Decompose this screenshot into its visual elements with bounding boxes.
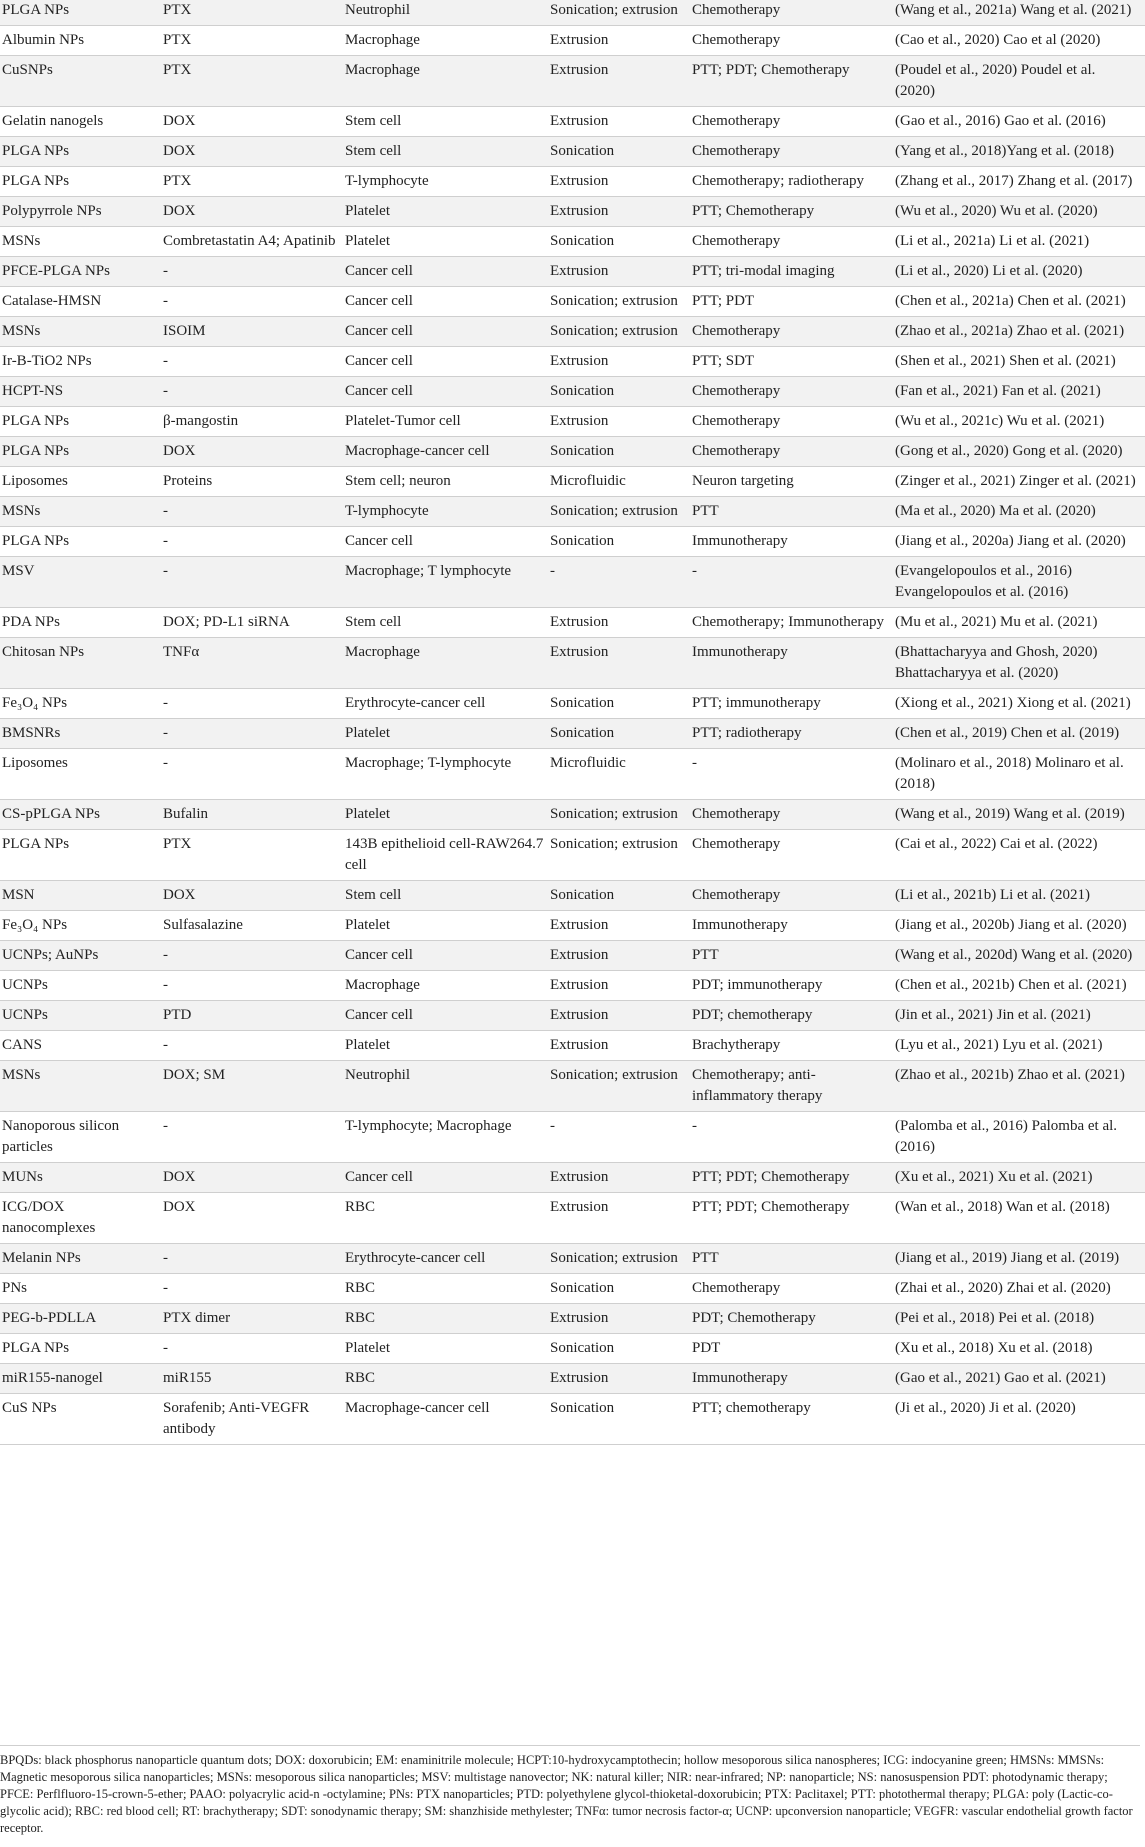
cell-application: Chemotherapy — [692, 887, 781, 903]
cell-reference: (Jiang et al., 2020b) Jiang et al. (2020) — [895, 917, 1127, 933]
cell-drug: DOX — [163, 203, 196, 219]
table-row — [0, 1304, 1145, 1334]
table-row — [0, 527, 1145, 557]
cell-application: PTT — [692, 503, 719, 519]
cell-fabrication: Extrusion — [550, 977, 609, 993]
cell-application: Immunotherapy — [692, 533, 788, 549]
cell-platform: PLGA NPs — [2, 413, 70, 429]
cell-drug: Bufalin — [163, 806, 208, 822]
cell-application: Chemotherapy — [692, 233, 781, 249]
cell-application: PTT; PDT; Chemotherapy — [692, 1169, 850, 1185]
table-row — [0, 1193, 1145, 1244]
table-row — [0, 56, 1145, 107]
cell-cell-source: Stem cell — [345, 614, 402, 630]
cell-platform: Liposomes — [2, 755, 68, 771]
cell-fabrication: Extrusion — [550, 263, 609, 279]
cell-cell-source: T-lymphocyte; Macrophage — [345, 1118, 512, 1134]
cell-application: PTT; tri-modal imaging — [692, 263, 835, 279]
table-row — [0, 437, 1145, 467]
cell-fabrication: Extrusion — [550, 1370, 609, 1386]
cell-cell-source: Platelet — [345, 1037, 390, 1053]
cell-drug: - — [163, 1340, 168, 1356]
table-row — [0, 800, 1145, 830]
cell-cell-source: RBC — [345, 1199, 376, 1215]
cell-cell-source: Cancer cell — [345, 1169, 413, 1185]
cell-platform: MSN — [2, 887, 35, 903]
cell-cell-source: Platelet-Tumor cell — [345, 413, 461, 429]
cell-application: Immunotherapy — [692, 1370, 788, 1386]
cell-drug: PTD — [163, 1007, 192, 1023]
table-row — [0, 1394, 1145, 1445]
cell-platform: PLGA NPs — [2, 143, 70, 159]
cell-cell-source: Cancer cell — [345, 353, 413, 369]
table-row — [0, 287, 1145, 317]
cell-drug: β-mangostin — [163, 413, 239, 429]
cell-reference: (Zhang et al., 2017) Zhang et al. (2017) — [895, 173, 1133, 189]
cell-fabrication: Extrusion — [550, 413, 609, 429]
cell-cell-source: Erythrocyte-cancer cell — [345, 1250, 486, 1266]
cell-cell-source: Stem cell — [345, 143, 402, 159]
table-row — [0, 257, 1145, 287]
cell-fabrication: Extrusion — [550, 1037, 609, 1053]
table-row — [0, 1244, 1145, 1274]
cell-platform: CuSNPs — [2, 62, 53, 78]
cell-fabrication: Extrusion — [550, 614, 609, 630]
cell-fabrication: - — [550, 1118, 555, 1134]
cell-platform: Fe₃O₄ NPs — [2, 917, 68, 933]
cell-platform: Melanin NPs — [2, 1250, 81, 1266]
cell-reference: (Chen et al., 2019) Chen et al. (2019) — [895, 725, 1120, 741]
cell-platform: PLGA NPs — [2, 1340, 70, 1356]
cell-cell-source: Cancer cell — [345, 293, 413, 309]
cell-platform: PLGA NPs — [2, 836, 70, 852]
cell-platform: PFCE-PLGA NPs — [2, 263, 110, 279]
table-row — [0, 107, 1145, 137]
cell-reference: (Gao et al., 2016) Gao et al. (2016) — [895, 113, 1106, 129]
cell-fabrication: Extrusion — [550, 644, 609, 660]
cell-drug: - — [163, 695, 168, 711]
cell-drug: PTX — [163, 2, 192, 18]
cell-application: PTT; radiotherapy — [692, 725, 802, 741]
cell-reference: (Wu et al., 2020) Wu et al. (2020) — [895, 203, 1098, 219]
cell-reference: (Mu et al., 2021) Mu et al. (2021) — [895, 614, 1098, 630]
cell-reference: (Wang et al., 2020d) Wang et al. (2020) — [895, 947, 1133, 963]
cell-drug: PTX — [163, 836, 192, 852]
cell-fabrication: Microfluidic — [550, 473, 626, 489]
cell-platform: PNs — [2, 1280, 28, 1296]
cell-cell-source: Stem cell; neuron — [345, 473, 451, 489]
table-row — [0, 749, 1145, 800]
table-row — [0, 557, 1145, 608]
table-row — [0, 197, 1145, 227]
cell-fabrication: Sonication; extrusion — [550, 323, 678, 339]
cell-application: PDT; immunotherapy — [692, 977, 823, 993]
cell-fabrication: Microfluidic — [550, 755, 626, 771]
cell-fabrication: Sonication; extrusion — [550, 1067, 678, 1083]
cell-fabrication: Sonication; extrusion — [550, 293, 678, 309]
cell-cell-source: RBC — [345, 1370, 376, 1386]
cell-application: Chemotherapy; Immunotherapy — [692, 614, 885, 630]
cell-drug: DOX; SM — [163, 1067, 226, 1083]
table-row — [0, 1061, 1145, 1112]
cell-platform: MSNs — [2, 233, 41, 249]
table-row — [0, 1001, 1145, 1031]
cell-drug: - — [163, 1037, 168, 1053]
cell-reference: (Li et al., 2021a) Li et al. (2021) — [895, 233, 1090, 249]
cell-cell-source: 143B epithelioid cell-RAW264.7 cell — [345, 836, 544, 873]
cell-reference: (Lyu et al., 2021) Lyu et al. (2021) — [895, 1037, 1103, 1053]
cell-application: Chemotherapy — [692, 32, 781, 48]
cell-fabrication: Extrusion — [550, 62, 609, 78]
cell-application: PDT — [692, 1340, 721, 1356]
cell-reference: (Palomba et al., 2016) Palomba et al. (2016) — [895, 1118, 1118, 1155]
cell-fabrication: Sonication — [550, 725, 615, 741]
cell-platform: MUNs — [2, 1169, 43, 1185]
cell-platform: PLGA NPs — [2, 533, 70, 549]
cell-drug: Proteins — [163, 473, 213, 489]
table-row — [0, 638, 1145, 689]
cell-reference: (Gong et al., 2020) Gong et al. (2020) — [895, 443, 1123, 459]
cell-application: PDT; Chemotherapy — [692, 1310, 816, 1326]
table-row — [0, 719, 1145, 749]
table-row — [0, 1364, 1145, 1394]
cell-drug: PTX dimer — [163, 1310, 231, 1326]
cell-platform: UCNPs — [2, 1007, 48, 1023]
table-row — [0, 689, 1145, 719]
cell-cell-source: Platelet — [345, 806, 390, 822]
cell-fabrication: Extrusion — [550, 203, 609, 219]
cell-reference: (Bhattacharyya and Ghosh, 2020) Bhattacharyya et al. (2020) — [895, 644, 1098, 681]
cell-application: Chemotherapy — [692, 806, 781, 822]
table-footnote: BPQDs: black phosphorus nanoparticle quantum dots; DOX: doxorubicin; EM: enaminitrile molecule; HCPT:10-hydroxycamptothecin; hollow mesoporous silica nanospheres; ICG: indocyanine green; HMSNs: MMSNs: Magnetic mesoporous silica nanoparticles; MSNs: mesoporous silica nanoparticles; MSV: multistage nanovector; NK: natural killer; NIR: near-infrared; NP: nanoparticle; NS: nanosuspension PDT: photodynamic therapy; PFCE: Perflfluoro-15-crown-5-ether; PAAO: polyacrylic acid-n -octylamine; PNs: PTX nanoparticles; PTD: polyethylene glycol-thioketal-doxorubicin; PTX: Paclitaxel; PTT: photothermal therapy; PLGA: poly (Lactic-co-glycolic acid); RBC: red blood cell; RT: brachytherapy; SDT: sonodynamic therapy; SM: shanzhiside methylester; TNFα: tumor necrosis factor-α; UCNP: upconversion nanoparticle; VEGFR: vascular endothelial growth factor receptor. — [0, 1745, 1140, 1837]
cell-drug: DOX — [163, 143, 196, 159]
cell-application: Chemotherapy — [692, 143, 781, 159]
cell-cell-source: Macrophage; T lymphocyte — [345, 563, 512, 579]
cell-drug: - — [163, 383, 168, 399]
cell-cell-source: Platelet — [345, 725, 390, 741]
cell-reference: (Jiang et al., 2019) Jiang et al. (2019) — [895, 1250, 1120, 1266]
cell-application: PTT — [692, 1250, 719, 1266]
cell-reference: (Li et al., 2021b) Li et al. (2021) — [895, 887, 1090, 903]
cell-platform: MSV — [2, 563, 35, 579]
cell-platform: Nanoporous silicon particles — [2, 1118, 120, 1155]
cell-platform: Catalase-HMSN — [2, 293, 102, 309]
cell-application: PTT; SDT — [692, 353, 755, 369]
cell-platform: MSNs — [2, 1067, 41, 1083]
cell-drug: - — [163, 1118, 168, 1134]
cell-platform: Chitosan NPs — [2, 644, 85, 660]
cell-platform: Ir-B-TiO2 NPs — [2, 353, 92, 369]
cell-fabrication: Sonication — [550, 887, 615, 903]
cell-drug: - — [163, 353, 168, 369]
cell-application: Chemotherapy; anti-inflammatory therapy — [692, 1067, 823, 1104]
table-row — [0, 167, 1145, 197]
cell-drug: DOX — [163, 1199, 196, 1215]
cell-drug: - — [163, 293, 168, 309]
cell-reference: (Zhao et al., 2021b) Zhao et al. (2021) — [895, 1067, 1125, 1083]
cell-drug: Sorafenib; Anti-VEGFR antibody — [163, 1400, 310, 1437]
cell-reference: (Wu et al., 2021c) Wu et al. (2021) — [895, 413, 1105, 429]
cell-application: PTT — [692, 947, 719, 963]
cell-application: Brachytherapy — [692, 1037, 781, 1053]
cell-fabrication: Sonication; extrusion — [550, 2, 678, 18]
cell-fabrication: Sonication — [550, 1280, 615, 1296]
cell-fabrication: Extrusion — [550, 32, 609, 48]
cell-application: Chemotherapy — [692, 383, 781, 399]
table-row — [0, 830, 1145, 881]
table-row — [0, 971, 1145, 1001]
cell-platform: UCNPs — [2, 977, 48, 993]
cell-cell-source: Platelet — [345, 203, 390, 219]
cell-drug: DOX — [163, 113, 196, 129]
cell-cell-source: RBC — [345, 1310, 376, 1326]
cell-application: - — [692, 1118, 697, 1134]
cell-cell-source: Cancer cell — [345, 533, 413, 549]
cell-drug: - — [163, 533, 168, 549]
cell-drug: - — [163, 503, 168, 519]
cell-application: Chemotherapy — [692, 323, 781, 339]
cell-drug: DOX — [163, 1169, 196, 1185]
cell-fabrication: Extrusion — [550, 1310, 609, 1326]
cell-drug: - — [163, 725, 168, 741]
cell-reference: (Wan et al., 2018) Wan et al. (2018) — [895, 1199, 1110, 1215]
table-row — [0, 0, 1145, 26]
table-row — [0, 467, 1145, 497]
cell-fabrication: - — [550, 563, 555, 579]
table-row — [0, 881, 1145, 911]
cell-fabrication: Extrusion — [550, 353, 609, 369]
cell-fabrication: Sonication — [550, 443, 615, 459]
cell-fabrication: Sonication; extrusion — [550, 1250, 678, 1266]
cell-application: PTT; PDT; Chemotherapy — [692, 62, 850, 78]
cell-application: Chemotherapy — [692, 2, 781, 18]
cell-cell-source: Neutrophil — [345, 1067, 410, 1083]
cell-drug: - — [163, 977, 168, 993]
cell-platform: CuS NPs — [2, 1400, 57, 1416]
cell-drug: - — [163, 263, 168, 279]
cell-cell-source: Cancer cell — [345, 323, 413, 339]
cell-fabrication: Sonication — [550, 143, 615, 159]
cell-reference: (Yang et al., 2018)Yang et al. (2018) — [895, 143, 1115, 159]
table-row — [0, 347, 1145, 377]
cell-fabrication: Extrusion — [550, 173, 609, 189]
cell-drug: DOX; PD-L1 siRNA — [163, 614, 290, 630]
table-row — [0, 608, 1145, 638]
cell-fabrication: Sonication — [550, 1400, 615, 1416]
cell-reference: (Zhai et al., 2020) Zhai et al. (2020) — [895, 1280, 1111, 1296]
cell-platform: PLGA NPs — [2, 173, 70, 189]
cell-cell-source: RBC — [345, 1280, 376, 1296]
cell-drug: - — [163, 1280, 168, 1296]
cell-cell-source: Macrophage — [345, 32, 420, 48]
cell-application: Chemotherapy; radiotherapy — [692, 173, 865, 189]
cell-fabrication: Extrusion — [550, 917, 609, 933]
cell-reference: (Gao et al., 2021) Gao et al. (2021) — [895, 1370, 1106, 1386]
cell-application: PTT; immunotherapy — [692, 695, 821, 711]
table-row — [0, 407, 1145, 437]
cell-reference: (Xiong et al., 2021) Xiong et al. (2021) — [895, 695, 1131, 711]
cell-reference: (Evangelopoulos et al., 2016) Evangelopoulos et al. (2016) — [895, 563, 1073, 600]
cell-fabrication: Sonication; extrusion — [550, 836, 678, 852]
cell-platform: Liposomes — [2, 473, 68, 489]
cell-cell-source: Cancer cell — [345, 947, 413, 963]
cell-fabrication: Extrusion — [550, 1007, 609, 1023]
cell-application: PTT; Chemotherapy — [692, 203, 815, 219]
cell-drug: Sulfasalazine — [163, 917, 243, 933]
cell-fabrication: Sonication — [550, 1340, 615, 1356]
cell-reference: (Xu et al., 2021) Xu et al. (2021) — [895, 1169, 1093, 1185]
cell-platform: Polypyrrole NPs — [2, 203, 102, 219]
cell-platform: CANS — [2, 1037, 43, 1053]
cell-cell-source: Macrophage; T-lymphocyte — [345, 755, 512, 771]
cell-application: - — [692, 755, 697, 771]
cell-drug: - — [163, 563, 168, 579]
cell-reference: (Fan et al., 2021) Fan et al. (2021) — [895, 383, 1101, 399]
table-row — [0, 941, 1145, 971]
cell-application: PDT; chemotherapy — [692, 1007, 813, 1023]
cell-cell-source: T-lymphocyte — [345, 173, 429, 189]
cell-platform: Albumin NPs — [2, 32, 85, 48]
cell-platform: PLGA NPs — [2, 2, 70, 18]
cell-platform: miR155-nanogel — [2, 1370, 103, 1386]
cell-cell-source: T-lymphocyte — [345, 503, 429, 519]
cell-platform: UCNPs; AuNPs — [2, 947, 99, 963]
cell-application: Neuron targeting — [692, 473, 794, 489]
cell-cell-source: Neutrophil — [345, 2, 410, 18]
cell-application: Immunotherapy — [692, 644, 788, 660]
cell-platform: ICG/DOX nanocomplexes — [2, 1199, 96, 1236]
cell-drug: DOX — [163, 887, 196, 903]
cell-drug: - — [163, 1250, 168, 1266]
cell-fabrication: Sonication; extrusion — [550, 503, 678, 519]
cell-fabrication: Extrusion — [550, 1169, 609, 1185]
cell-cell-source: Macrophage — [345, 644, 420, 660]
cell-platform: MSNs — [2, 323, 41, 339]
cell-reference: (Li et al., 2020) Li et al. (2020) — [895, 263, 1083, 279]
cell-reference: (Jin et al., 2021) Jin et al. (2021) — [895, 1007, 1091, 1023]
cell-drug: Combretastatin A4; Apatinib — [163, 233, 336, 249]
cell-reference: (Xu et al., 2018) Xu et al. (2018) — [895, 1340, 1093, 1356]
table-row — [0, 1112, 1145, 1163]
cell-platform: PDA NPs — [2, 614, 60, 630]
cell-reference: (Chen et al., 2021a) Chen et al. (2021) — [895, 293, 1126, 309]
cell-fabrication: Extrusion — [550, 1199, 609, 1215]
cell-cell-source: Erythrocyte-cancer cell — [345, 695, 486, 711]
cell-application: Chemotherapy — [692, 413, 781, 429]
cell-drug: PTX — [163, 32, 192, 48]
cell-cell-source: Cancer cell — [345, 1007, 413, 1023]
cell-application: Chemotherapy — [692, 113, 781, 129]
cell-reference: (Shen et al., 2021) Shen et al. (2021) — [895, 353, 1116, 369]
table-row — [0, 137, 1145, 167]
cell-reference: (Jiang et al., 2020a) Jiang et al. (2020) — [895, 533, 1126, 549]
cell-fabrication: Extrusion — [550, 947, 609, 963]
cell-cell-source: Platelet — [345, 1340, 390, 1356]
cell-reference: (Molinaro et al., 2018) Molinaro et al. (2018) — [895, 755, 1124, 792]
cell-reference: (Wang et al., 2019) Wang et al. (2019) — [895, 806, 1125, 822]
cell-platform: CS-pPLGA NPs — [2, 806, 100, 822]
table-row — [0, 497, 1145, 527]
cell-platform: HCPT-NS — [2, 383, 64, 399]
cell-reference: (Cao et al., 2020) Cao et al (2020) — [895, 32, 1101, 48]
cell-fabrication: Sonication — [550, 233, 615, 249]
cell-application: PTT; PDT — [692, 293, 755, 309]
cell-cell-source: Platelet — [345, 233, 390, 249]
cell-cell-source: Cancer cell — [345, 263, 413, 279]
cell-drug: - — [163, 755, 168, 771]
cell-fabrication: Sonication — [550, 383, 615, 399]
table-row — [0, 1274, 1145, 1304]
cell-cell-source: Macrophage-cancer cell — [345, 443, 490, 459]
cell-platform: MSNs — [2, 503, 41, 519]
cell-application: Immunotherapy — [692, 917, 788, 933]
cell-drug: DOX — [163, 443, 196, 459]
cell-cell-source: Macrophage-cancer cell — [345, 1400, 490, 1416]
cell-cell-source: Macrophage — [345, 977, 420, 993]
cell-reference: (Pei et al., 2018) Pei et al. (2018) — [895, 1310, 1095, 1326]
cell-platform: Gelatin nanogels — [2, 113, 104, 129]
cell-cell-source: Macrophage — [345, 62, 420, 78]
cell-fabrication: Sonication — [550, 533, 615, 549]
cell-reference: (Cai et al., 2022) Cai et al. (2022) — [895, 836, 1098, 852]
cell-application: Chemotherapy — [692, 1280, 781, 1296]
table-row — [0, 1334, 1145, 1364]
table-row — [0, 26, 1145, 56]
cell-drug: ISOIM — [163, 323, 206, 339]
cell-reference: (Ji et al., 2020) Ji et al. (2020) — [895, 1400, 1076, 1416]
cell-application: PTT; chemotherapy — [692, 1400, 811, 1416]
cell-fabrication: Sonication — [550, 695, 615, 711]
cell-reference: (Wang et al., 2021a) Wang et al. (2021) — [895, 2, 1132, 18]
table-row — [0, 911, 1145, 941]
cell-platform: Fe₃O₄ NPs — [2, 695, 68, 711]
table-row — [0, 317, 1145, 347]
cell-drug: PTX — [163, 173, 192, 189]
cell-application: PTT; PDT; Chemotherapy — [692, 1199, 850, 1215]
cell-application: Chemotherapy — [692, 836, 781, 852]
cell-platform: PEG-b-PDLLA — [2, 1310, 97, 1326]
table-row — [0, 1031, 1145, 1061]
cell-platform: PLGA NPs — [2, 443, 70, 459]
cell-cell-source: Platelet — [345, 917, 390, 933]
cell-fabrication: Sonication; extrusion — [550, 806, 678, 822]
cell-drug: - — [163, 947, 168, 963]
cell-drug: TNFα — [163, 644, 200, 660]
cell-application: - — [692, 563, 697, 579]
cell-cell-source: Stem cell — [345, 887, 402, 903]
cell-cell-source: Stem cell — [345, 113, 402, 129]
cell-platform: BMSNRs — [2, 725, 61, 741]
cell-fabrication: Extrusion — [550, 113, 609, 129]
table-row — [0, 1163, 1145, 1193]
cell-reference: (Zinger et al., 2021) Zinger et al. (2021) — [895, 473, 1136, 489]
cell-reference: (Chen et al., 2021b) Chen et al. (2021) — [895, 977, 1127, 993]
cell-reference: (Poudel et al., 2020) Poudel et al. (2020) — [895, 62, 1096, 99]
cell-reference: (Zhao et al., 2021a) Zhao et al. (2021) — [895, 323, 1125, 339]
cell-drug: miR155 — [163, 1370, 212, 1386]
cell-drug: PTX — [163, 62, 192, 78]
table-row — [0, 227, 1145, 257]
cell-application: Chemotherapy — [692, 443, 781, 459]
cell-reference: (Ma et al., 2020) Ma et al. (2020) — [895, 503, 1096, 519]
cell-cell-source: Cancer cell — [345, 383, 413, 399]
table-row — [0, 377, 1145, 407]
